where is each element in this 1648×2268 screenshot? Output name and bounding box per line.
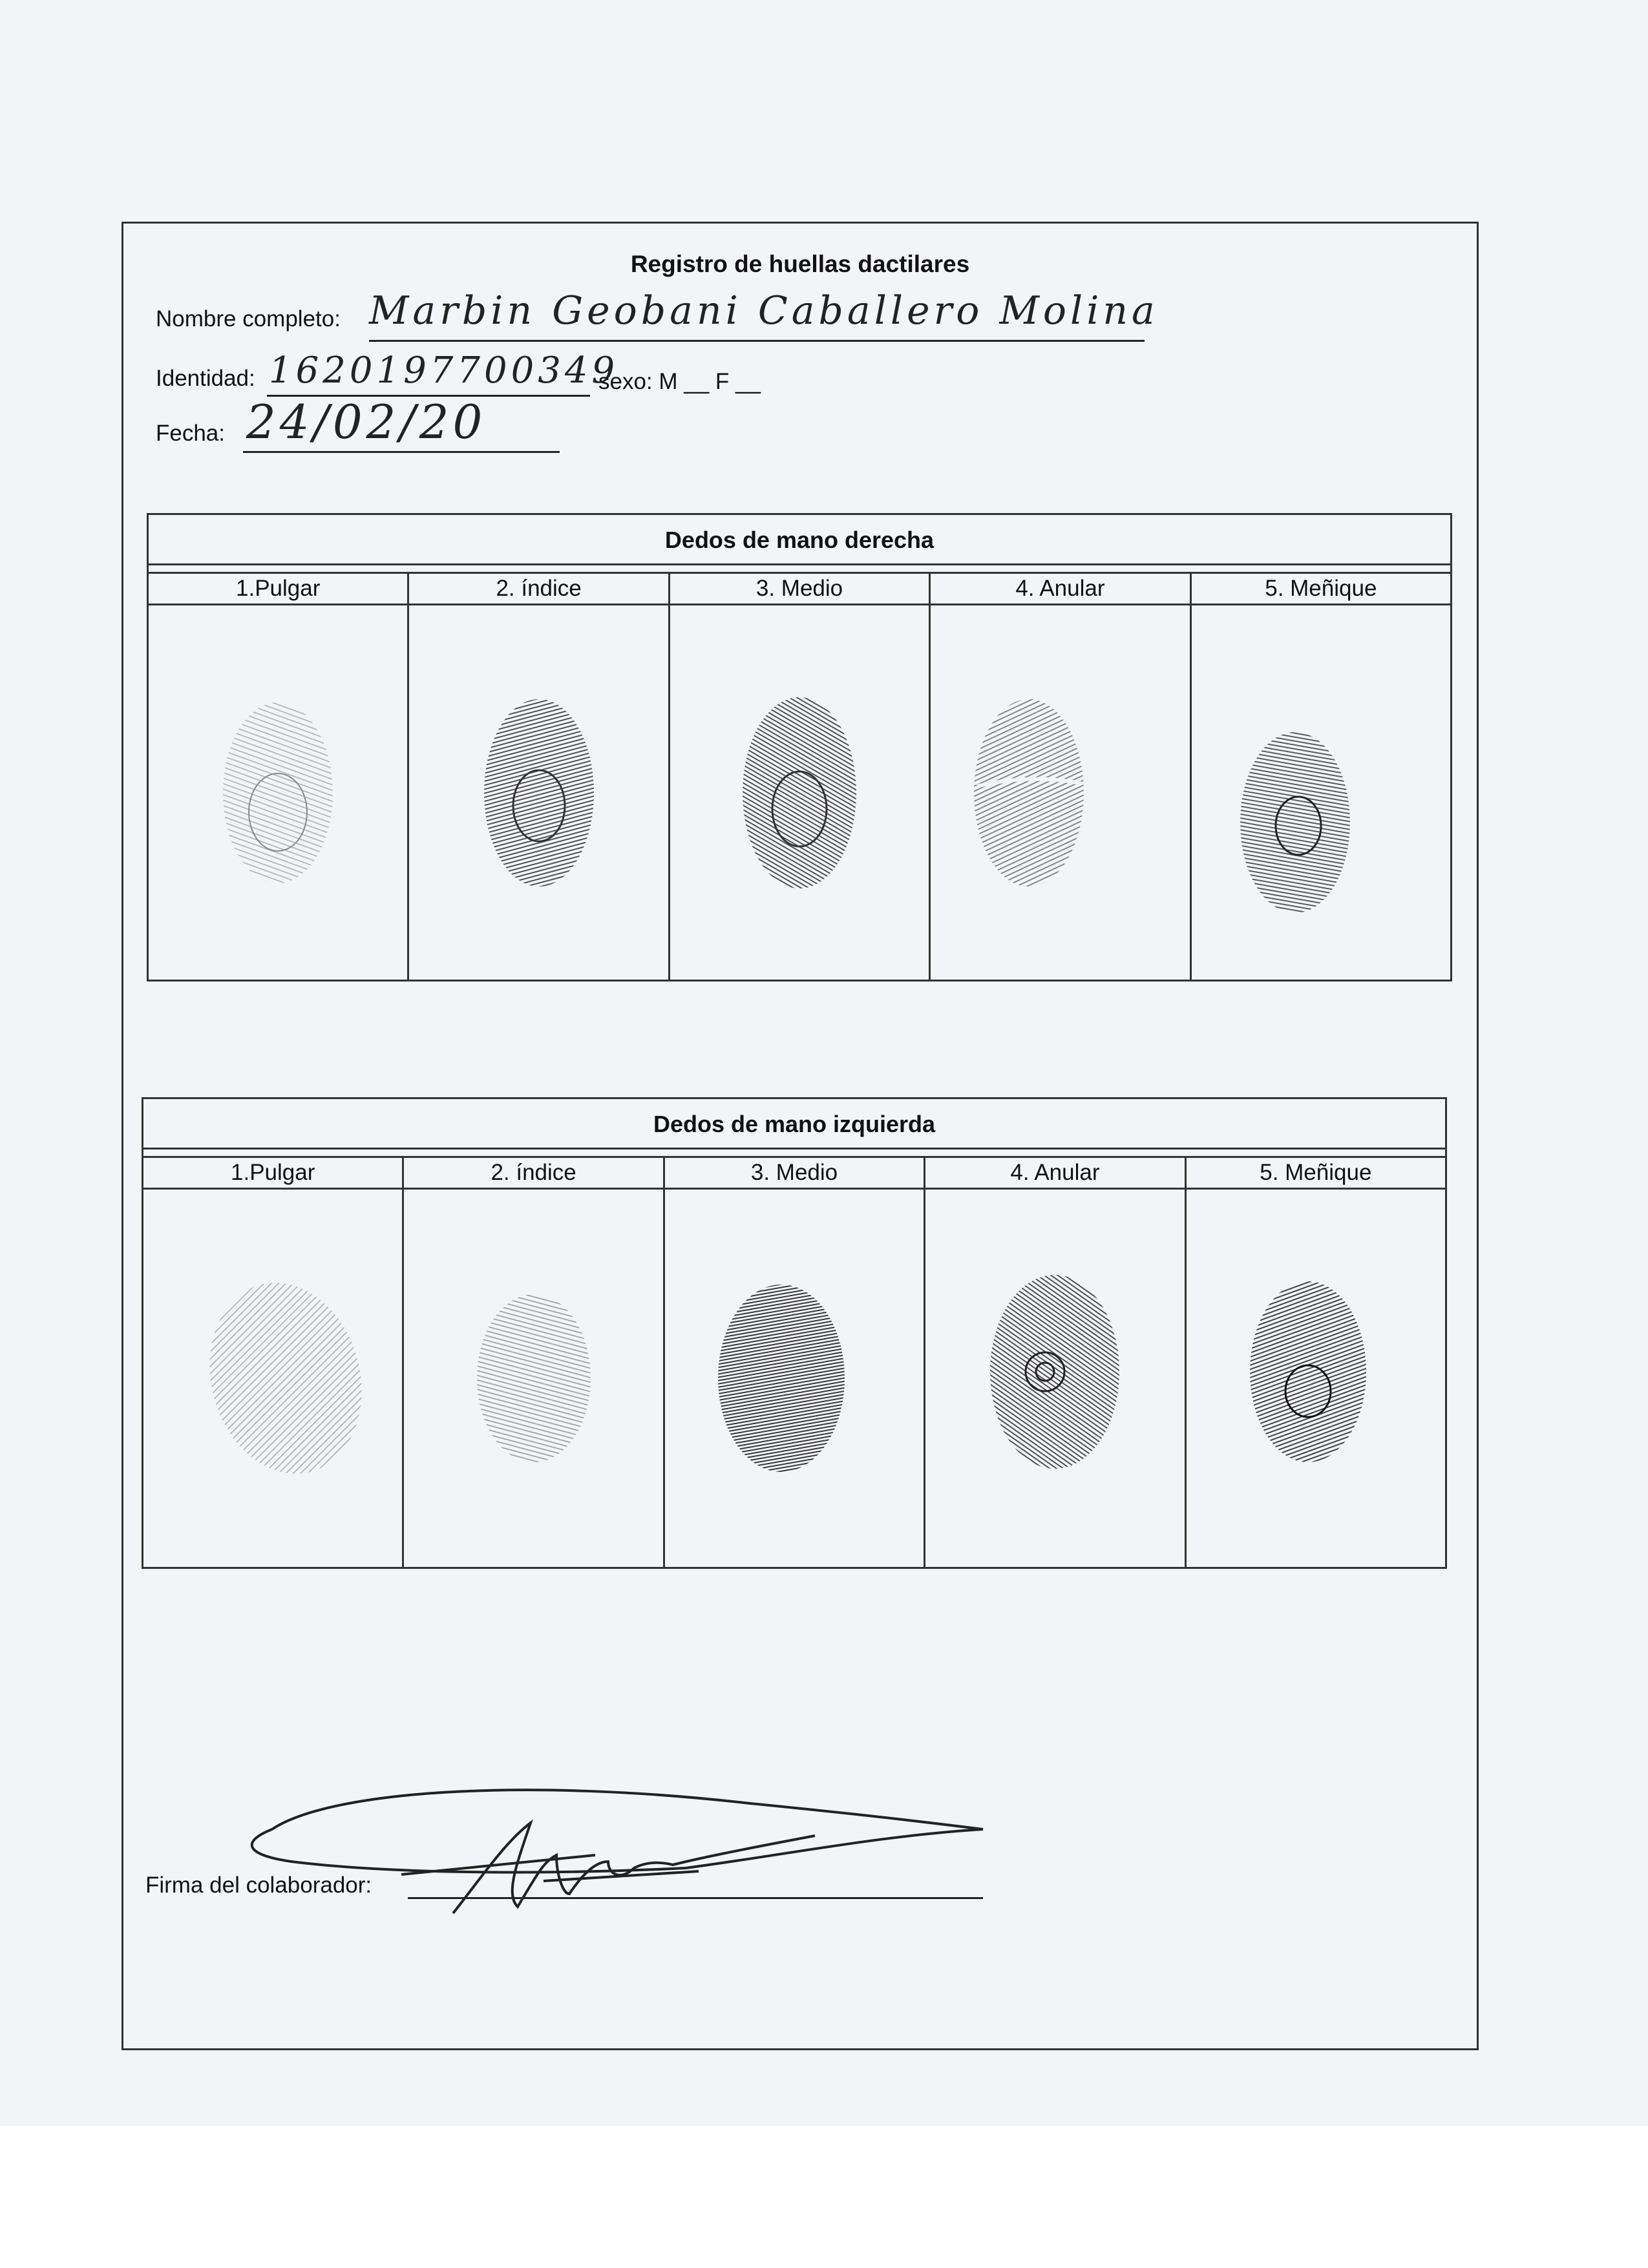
left-finger-4-label: 4. Anular (924, 1158, 1184, 1188)
scanner-bed-margin (0, 2126, 1648, 2268)
id-value: 1620197700349 (269, 350, 619, 392)
fingerprint-image (713, 1278, 849, 1478)
right-finger-3-label: 3. Medio (668, 574, 929, 604)
id-label: Identidad: (156, 366, 255, 391)
left-finger-1-label: 1.Pulgar (231, 1160, 315, 1185)
fingerprint-form (121, 222, 1479, 2050)
right-finger-4-label: 4. Anular (929, 574, 1189, 604)
name-label: Nombre completo: (156, 306, 341, 331)
left-ring-cell (924, 1190, 1184, 1567)
left-finger-5-label: 5. Meñique (1185, 1158, 1445, 1188)
left-middle-cell (663, 1190, 924, 1567)
fingerprint-image (1243, 1275, 1373, 1482)
form-title: Registro de huellas dactilares (630, 251, 970, 277)
date-underline (243, 451, 560, 453)
sex-label: sexo: M __ F __ (598, 369, 761, 394)
right-hand-header (149, 572, 1450, 605)
right-finger-2-label: 2. índice (407, 574, 668, 604)
left-finger-2-label: 2. índice (402, 1158, 662, 1188)
left-hand-header (143, 1156, 1445, 1190)
fingerprint-image (472, 1288, 595, 1469)
handwritten-signature (233, 1765, 1009, 1933)
fingerprint-image (481, 696, 597, 890)
right-thumb-cell (149, 605, 407, 980)
right-index-cell (407, 605, 668, 980)
signature-label: Firma del colaborador: (145, 1873, 372, 1898)
left-index-cell (402, 1190, 662, 1567)
fingerprint-image (217, 696, 339, 890)
date-label: Fecha: (156, 421, 225, 446)
fingerprint-image (738, 693, 861, 893)
fingerprint-image (1237, 729, 1353, 916)
right-finger-5-label: 5. Meñique (1190, 574, 1450, 604)
fingerprint-image (202, 1275, 370, 1482)
left-little-cell (1185, 1190, 1445, 1567)
left-hand-table (142, 1097, 1447, 1569)
date-value: 24/02/20 (246, 395, 487, 449)
name-value: Marbin Geobani Caballero Molina (369, 288, 1159, 333)
left-thumb-cell (143, 1190, 402, 1567)
right-middle-cell (668, 605, 929, 980)
left-hand-prints (143, 1190, 1445, 1567)
fingerprint-image (971, 696, 1087, 890)
left-hand-title: Dedos de mano izquierda (143, 1099, 1445, 1150)
right-finger-1-label: 1.Pulgar (236, 576, 321, 601)
name-underline (369, 340, 1145, 342)
right-ring-cell (929, 605, 1189, 980)
right-hand-title: Dedos de mano derecha (149, 515, 1450, 565)
right-hand-table (147, 513, 1452, 982)
right-little-cell (1190, 605, 1450, 980)
left-finger-3-label: 3. Medio (663, 1158, 924, 1188)
right-hand-prints (149, 605, 1450, 980)
fingerprint-image (984, 1268, 1126, 1488)
